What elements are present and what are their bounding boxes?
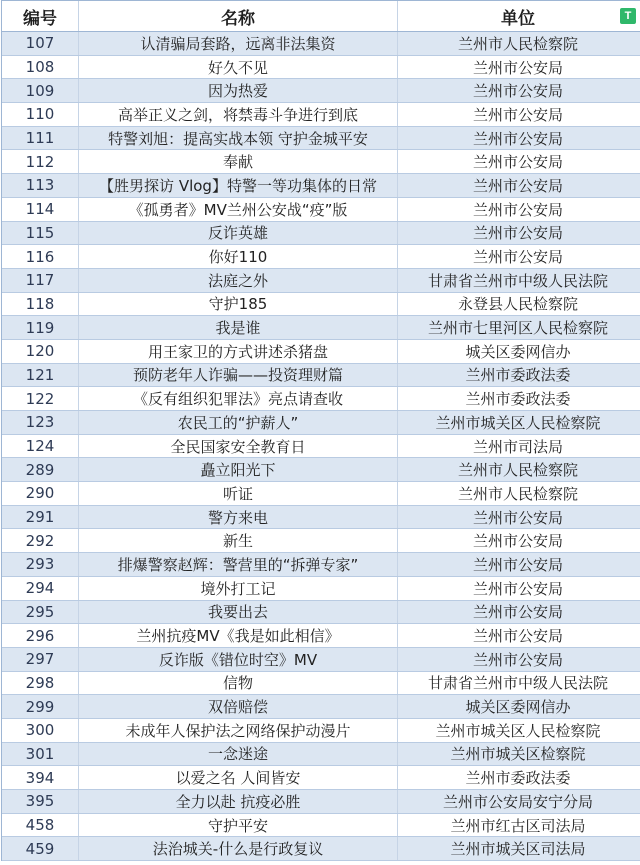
row-name: 农民工的“护薪人” bbox=[79, 411, 398, 434]
table-row bbox=[2, 743, 640, 767]
table-row bbox=[2, 387, 640, 411]
table-row bbox=[2, 269, 640, 293]
table-row bbox=[2, 364, 640, 388]
table-row bbox=[2, 814, 640, 838]
table-row bbox=[2, 506, 640, 530]
row-id: 295 bbox=[2, 601, 79, 624]
row-id: 109 bbox=[2, 79, 79, 102]
table-row bbox=[2, 411, 640, 435]
table-row bbox=[2, 766, 640, 790]
row-unit: 兰州市人民检察院 bbox=[457, 461, 578, 480]
row-name: 我要出去 bbox=[79, 601, 398, 624]
row-id: 114 bbox=[2, 198, 79, 221]
row-unit: 兰州市公安局 bbox=[472, 176, 563, 195]
row-id: 289 bbox=[2, 458, 79, 481]
row-unit: 兰州市七里河区人民检察院 bbox=[427, 319, 608, 338]
row-unit: 兰州市委政法委 bbox=[465, 769, 571, 788]
table-row bbox=[2, 695, 640, 719]
row-id: 291 bbox=[2, 506, 79, 529]
row-id: 117 bbox=[2, 269, 79, 292]
table-row bbox=[2, 435, 640, 459]
row-name: 法庭之外 bbox=[79, 269, 398, 292]
row-id: 458 bbox=[2, 814, 79, 837]
row-id: 110 bbox=[2, 103, 79, 126]
row-name: 奉献 bbox=[79, 150, 398, 173]
row-unit: 兰州市公安局 bbox=[472, 129, 563, 148]
row-name: 反诈英雄 bbox=[79, 222, 398, 245]
row-unit: 兰州市公安局 bbox=[472, 555, 563, 574]
table-row bbox=[2, 198, 640, 222]
table-row bbox=[2, 482, 640, 506]
row-name: 《反有组织犯罪法》亮点请查收 bbox=[79, 387, 398, 410]
table-row bbox=[2, 672, 640, 696]
table-row bbox=[2, 340, 640, 364]
row-name: 境外打工记 bbox=[79, 577, 398, 600]
row-id: 118 bbox=[2, 293, 79, 316]
row-unit: 兰州市公安局 bbox=[472, 248, 563, 267]
table-row bbox=[2, 293, 640, 317]
table-body bbox=[2, 32, 640, 861]
row-id: 120 bbox=[2, 340, 79, 363]
table-row bbox=[2, 245, 640, 269]
row-unit: 兰州市公安局 bbox=[472, 579, 563, 598]
row-id: 293 bbox=[2, 553, 79, 576]
row-name: 新生 bbox=[79, 529, 398, 552]
row-unit: 兰州市公安局 bbox=[472, 105, 563, 124]
row-id: 294 bbox=[2, 577, 79, 600]
table-row bbox=[2, 648, 640, 672]
row-name: 未成年人保护法之网络保护动漫片 bbox=[79, 719, 398, 742]
row-name: 你好110 bbox=[79, 245, 398, 268]
table-row bbox=[2, 316, 640, 340]
table-row bbox=[2, 719, 640, 743]
row-unit: 兰州市公安局 bbox=[472, 58, 563, 77]
row-name: 法治城关-什么是行政复议 bbox=[79, 837, 398, 860]
row-id: 124 bbox=[2, 435, 79, 458]
row-id: 119 bbox=[2, 316, 79, 339]
row-unit: 兰州市城关区人民检察院 bbox=[435, 721, 601, 740]
data-table bbox=[1, 0, 640, 861]
row-name: 认清骗局套路，远离非法集资 bbox=[79, 32, 398, 55]
row-name: 全民国家安全教育日 bbox=[79, 435, 398, 458]
table-row bbox=[2, 32, 640, 56]
table-row bbox=[2, 174, 640, 198]
row-unit: 兰州市公安局 bbox=[472, 153, 563, 172]
row-id: 395 bbox=[2, 790, 79, 813]
table-row bbox=[2, 127, 640, 151]
row-id: 122 bbox=[2, 387, 79, 410]
row-id: 394 bbox=[2, 766, 79, 789]
table-row bbox=[2, 222, 640, 246]
table-row bbox=[2, 577, 640, 601]
table-row bbox=[2, 624, 640, 648]
row-id: 116 bbox=[2, 245, 79, 268]
row-id: 296 bbox=[2, 624, 79, 647]
row-id: 299 bbox=[2, 695, 79, 718]
row-unit: 兰州市城关区人民检察院 bbox=[435, 413, 601, 432]
row-unit: 兰州市司法局 bbox=[472, 437, 563, 456]
row-unit: 城关区委网信办 bbox=[465, 698, 571, 717]
row-name: 我是谁 bbox=[79, 316, 398, 339]
row-unit: 兰州市公安局 bbox=[472, 650, 563, 669]
row-unit: 永登县人民检察院 bbox=[457, 295, 578, 314]
row-name: 兰州抗疫MV《我是如此相信》 bbox=[79, 624, 398, 647]
row-name: 用王家卫的方式讲述杀猪盘 bbox=[79, 340, 398, 363]
table-row bbox=[2, 553, 640, 577]
row-unit: 兰州市委政法委 bbox=[465, 366, 571, 385]
row-unit: 兰州市公安局 bbox=[472, 627, 563, 646]
table-row bbox=[2, 103, 640, 127]
row-id: 292 bbox=[2, 529, 79, 552]
row-id: 113 bbox=[2, 174, 79, 197]
header-name: 名称 bbox=[79, 1, 398, 31]
row-id: 107 bbox=[2, 32, 79, 55]
row-name: 警方来电 bbox=[79, 506, 398, 529]
row-name: 双倍赔偿 bbox=[79, 695, 398, 718]
row-unit: 兰州市公安局 bbox=[472, 603, 563, 622]
table-row bbox=[2, 150, 640, 174]
row-id: 301 bbox=[2, 743, 79, 766]
row-name: 特警刘旭：提高实战本领 守护金城平安 bbox=[79, 127, 398, 150]
row-id: 112 bbox=[2, 150, 79, 173]
table-row bbox=[2, 56, 640, 80]
row-unit: 甘肃省兰州市中级人民法院 bbox=[427, 271, 608, 290]
row-id: 290 bbox=[2, 482, 79, 505]
row-unit: 兰州市公安局安宁分局 bbox=[442, 792, 593, 811]
row-name: 守护平安 bbox=[79, 814, 398, 837]
table-header bbox=[2, 0, 640, 32]
row-name: 信物 bbox=[79, 672, 398, 695]
row-name: 因为热爱 bbox=[79, 79, 398, 102]
row-id: 297 bbox=[2, 648, 79, 671]
row-unit: 兰州市委政法委 bbox=[465, 390, 571, 409]
row-unit: 甘肃省兰州市中级人民法院 bbox=[427, 674, 608, 693]
row-unit: 兰州市人民检察院 bbox=[457, 484, 578, 503]
row-id: 111 bbox=[2, 127, 79, 150]
row-unit: 兰州市人民检察院 bbox=[457, 34, 578, 53]
row-unit: 兰州市公安局 bbox=[472, 508, 563, 527]
table-row bbox=[2, 529, 640, 553]
filter-badge-icon[interactable]: T bbox=[620, 8, 636, 24]
row-name: 预防老年人诈骗——投资理财篇 bbox=[79, 364, 398, 387]
row-unit: 兰州市公安局 bbox=[472, 224, 563, 243]
row-unit: 兰州市城关区司法局 bbox=[450, 840, 586, 859]
row-name: 一念迷途 bbox=[79, 743, 398, 766]
table-row bbox=[2, 601, 640, 625]
row-name: 【胜男探访 Vlog】特警一等功集体的日常 bbox=[79, 174, 398, 197]
row-id: 121 bbox=[2, 364, 79, 387]
row-name: 听证 bbox=[79, 482, 398, 505]
row-id: 108 bbox=[2, 56, 79, 79]
row-name: 好久不见 bbox=[79, 56, 398, 79]
row-unit: 兰州市红古区司法局 bbox=[450, 816, 586, 835]
header-id: 编号 bbox=[2, 1, 79, 31]
table-row bbox=[2, 79, 640, 103]
row-id: 123 bbox=[2, 411, 79, 434]
row-unit: 兰州市公安局 bbox=[472, 82, 563, 101]
row-id: 459 bbox=[2, 837, 79, 860]
table-row bbox=[2, 790, 640, 814]
row-name: 矗立阳光下 bbox=[79, 458, 398, 481]
header-unit: 单位 bbox=[501, 8, 535, 29]
table-row bbox=[2, 458, 640, 482]
row-unit: 兰州市公安局 bbox=[472, 532, 563, 551]
row-unit: 兰州市城关区检察院 bbox=[450, 745, 586, 764]
row-unit: 兰州市公安局 bbox=[472, 200, 563, 219]
table-row bbox=[2, 837, 640, 861]
row-id: 115 bbox=[2, 222, 79, 245]
row-name: 排爆警察赵辉：警营里的“拆弹专家” bbox=[79, 553, 398, 576]
row-id: 298 bbox=[2, 672, 79, 695]
row-name: 全力以赴 抗疫必胜 bbox=[79, 790, 398, 813]
row-unit: 城关区委网信办 bbox=[465, 342, 571, 361]
row-id: 300 bbox=[2, 719, 79, 742]
row-name: 守护185 bbox=[79, 293, 398, 316]
row-name: 以爱之名 人间皆安 bbox=[79, 766, 398, 789]
row-name: 反诈版《错位时空》MV bbox=[79, 648, 398, 671]
row-name: 《孤勇者》MV兰州公安战“疫”版 bbox=[79, 198, 398, 221]
row-name: 高举正义之剑，将禁毒斗争进行到底 bbox=[79, 103, 398, 126]
